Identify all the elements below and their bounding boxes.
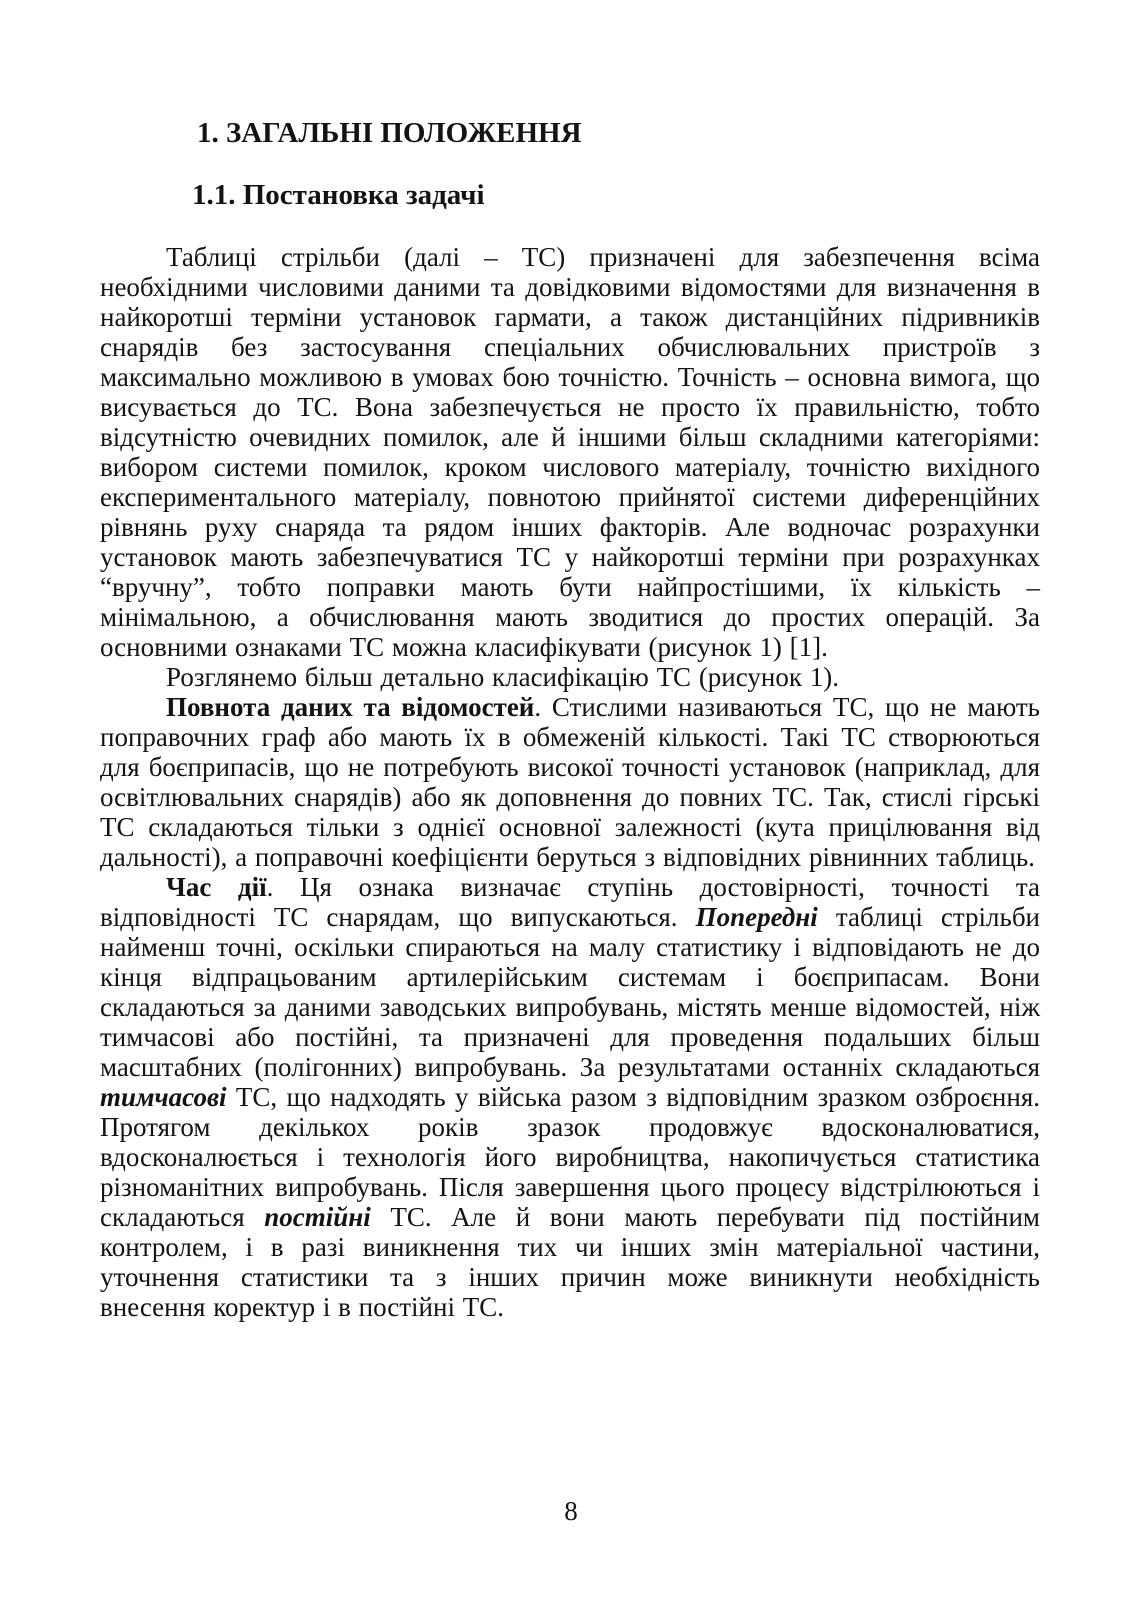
paragraph-intro: Таблиці стрільби (далі – ТС) призначені для забезпечення всіма необхідними числовими даними та довідковими відомостями для визначення в найкоротші терміни установок гармати, а також дистанційних підривників снарядів без застосування спеціальних обчислювальних пристроїв з максимально можливою в умовах бою точністю. Точність – основна вимога, що висувається до ТС. Вона забезпечується не просто їх правильністю, тобто відсутністю очевидних помилок, але й іншими більш складними категоріями: вибором системи помилок, кроком числового матеріалу, точністю вихідного експериментального матеріалу, повнотою прийнятої системи диференційних рівнянь руху снаряда та рядом інших факторів. Але водночас розрахунки установок мають забезпечуватися ТС у найкоротші терміни при розрахунках “вручну”, тобто поправки мають бути найпростішими, їх кількість – мінімальною, а обчислювання мають зводитися до простих операцій. За основними ознаками ТС можна класифікувати (рисунок 1) [1].	[100, 242, 1040, 662]
paragraph-completeness-text: . Стислими називаються ТС, що не мають поправочних граф або мають їх в обмеженій кількості. Такі ТС створюються для боєприпасів, що не потребують високої точності установок (наприклад, для освітлювальних снарядів) або як доповнення до повних ТС. Так, стислі гірські ТС складаються тільки з однієї основної залежності (кута прицілювання від дальності), а поправочні коефіцієнти беруться з відповідних рівнинних таблиць.	[100, 692, 1041, 872]
validity-text-3: ТС, що надходять у війська разом з відповідним зразком озброєння. Протягом декількох років зразок продовжує вдосконалюватися, вдосконалюється і технологія його виробництва, накопичується статистика різноманітних випробувань. Після завершення цього процесу відстрілюються і складаються	[100, 1082, 1040, 1232]
page-number: 8	[564, 1496, 578, 1526]
term-preliminary: Попередні	[695, 902, 818, 932]
validity-text-1: . Ця ознака визначає ступінь достовірності, точності та відповідності ТС снарядам, що випускаються.	[100, 872, 1040, 932]
text-column	[100, 0, 1040, 1322]
section-heading: 1.1. Постановка задачі	[192, 179, 485, 211]
term-permanent: постійні	[264, 1202, 371, 1232]
paragraph-validity-period	[100, 872, 1040, 1322]
term-temporary: тимчасові	[100, 1082, 227, 1112]
term-validity-period: Час дії	[166, 872, 267, 902]
term-data-completeness: Повнота даних та відомостей	[166, 692, 535, 722]
validity-text-2: таблиці стрільби найменш точні, оскільки спираються на малу статистику і відповідають не до кінця відпрацьованим артилерійським системам і боєприпасам. Вони складаються за даними заводських випробувань, містять менше відомостей, ніж тимчасові або постійні, та призначені для проведення подальших більш масштабних (полігонних) випробувань. За результатами останніх складаються	[100, 902, 1041, 1082]
paragraph-classification: Розглянемо більш детально класифікацію ТС (рисунок 1).	[166, 662, 839, 692]
paragraph-completeness	[100, 692, 1040, 872]
validity-text-4: ТС. Але й вони мають перебувати під постійним контролем, і в разі виникнення тих чи інших змін матеріальної частини, уточнення статистики та з інших причин може виникнути необхідність внесення коректур і в постійні ТС.	[100, 1202, 1040, 1322]
chapter-heading: 1. ЗАГАЛЬНІ ПОЛОЖЕННЯ	[197, 117, 582, 149]
